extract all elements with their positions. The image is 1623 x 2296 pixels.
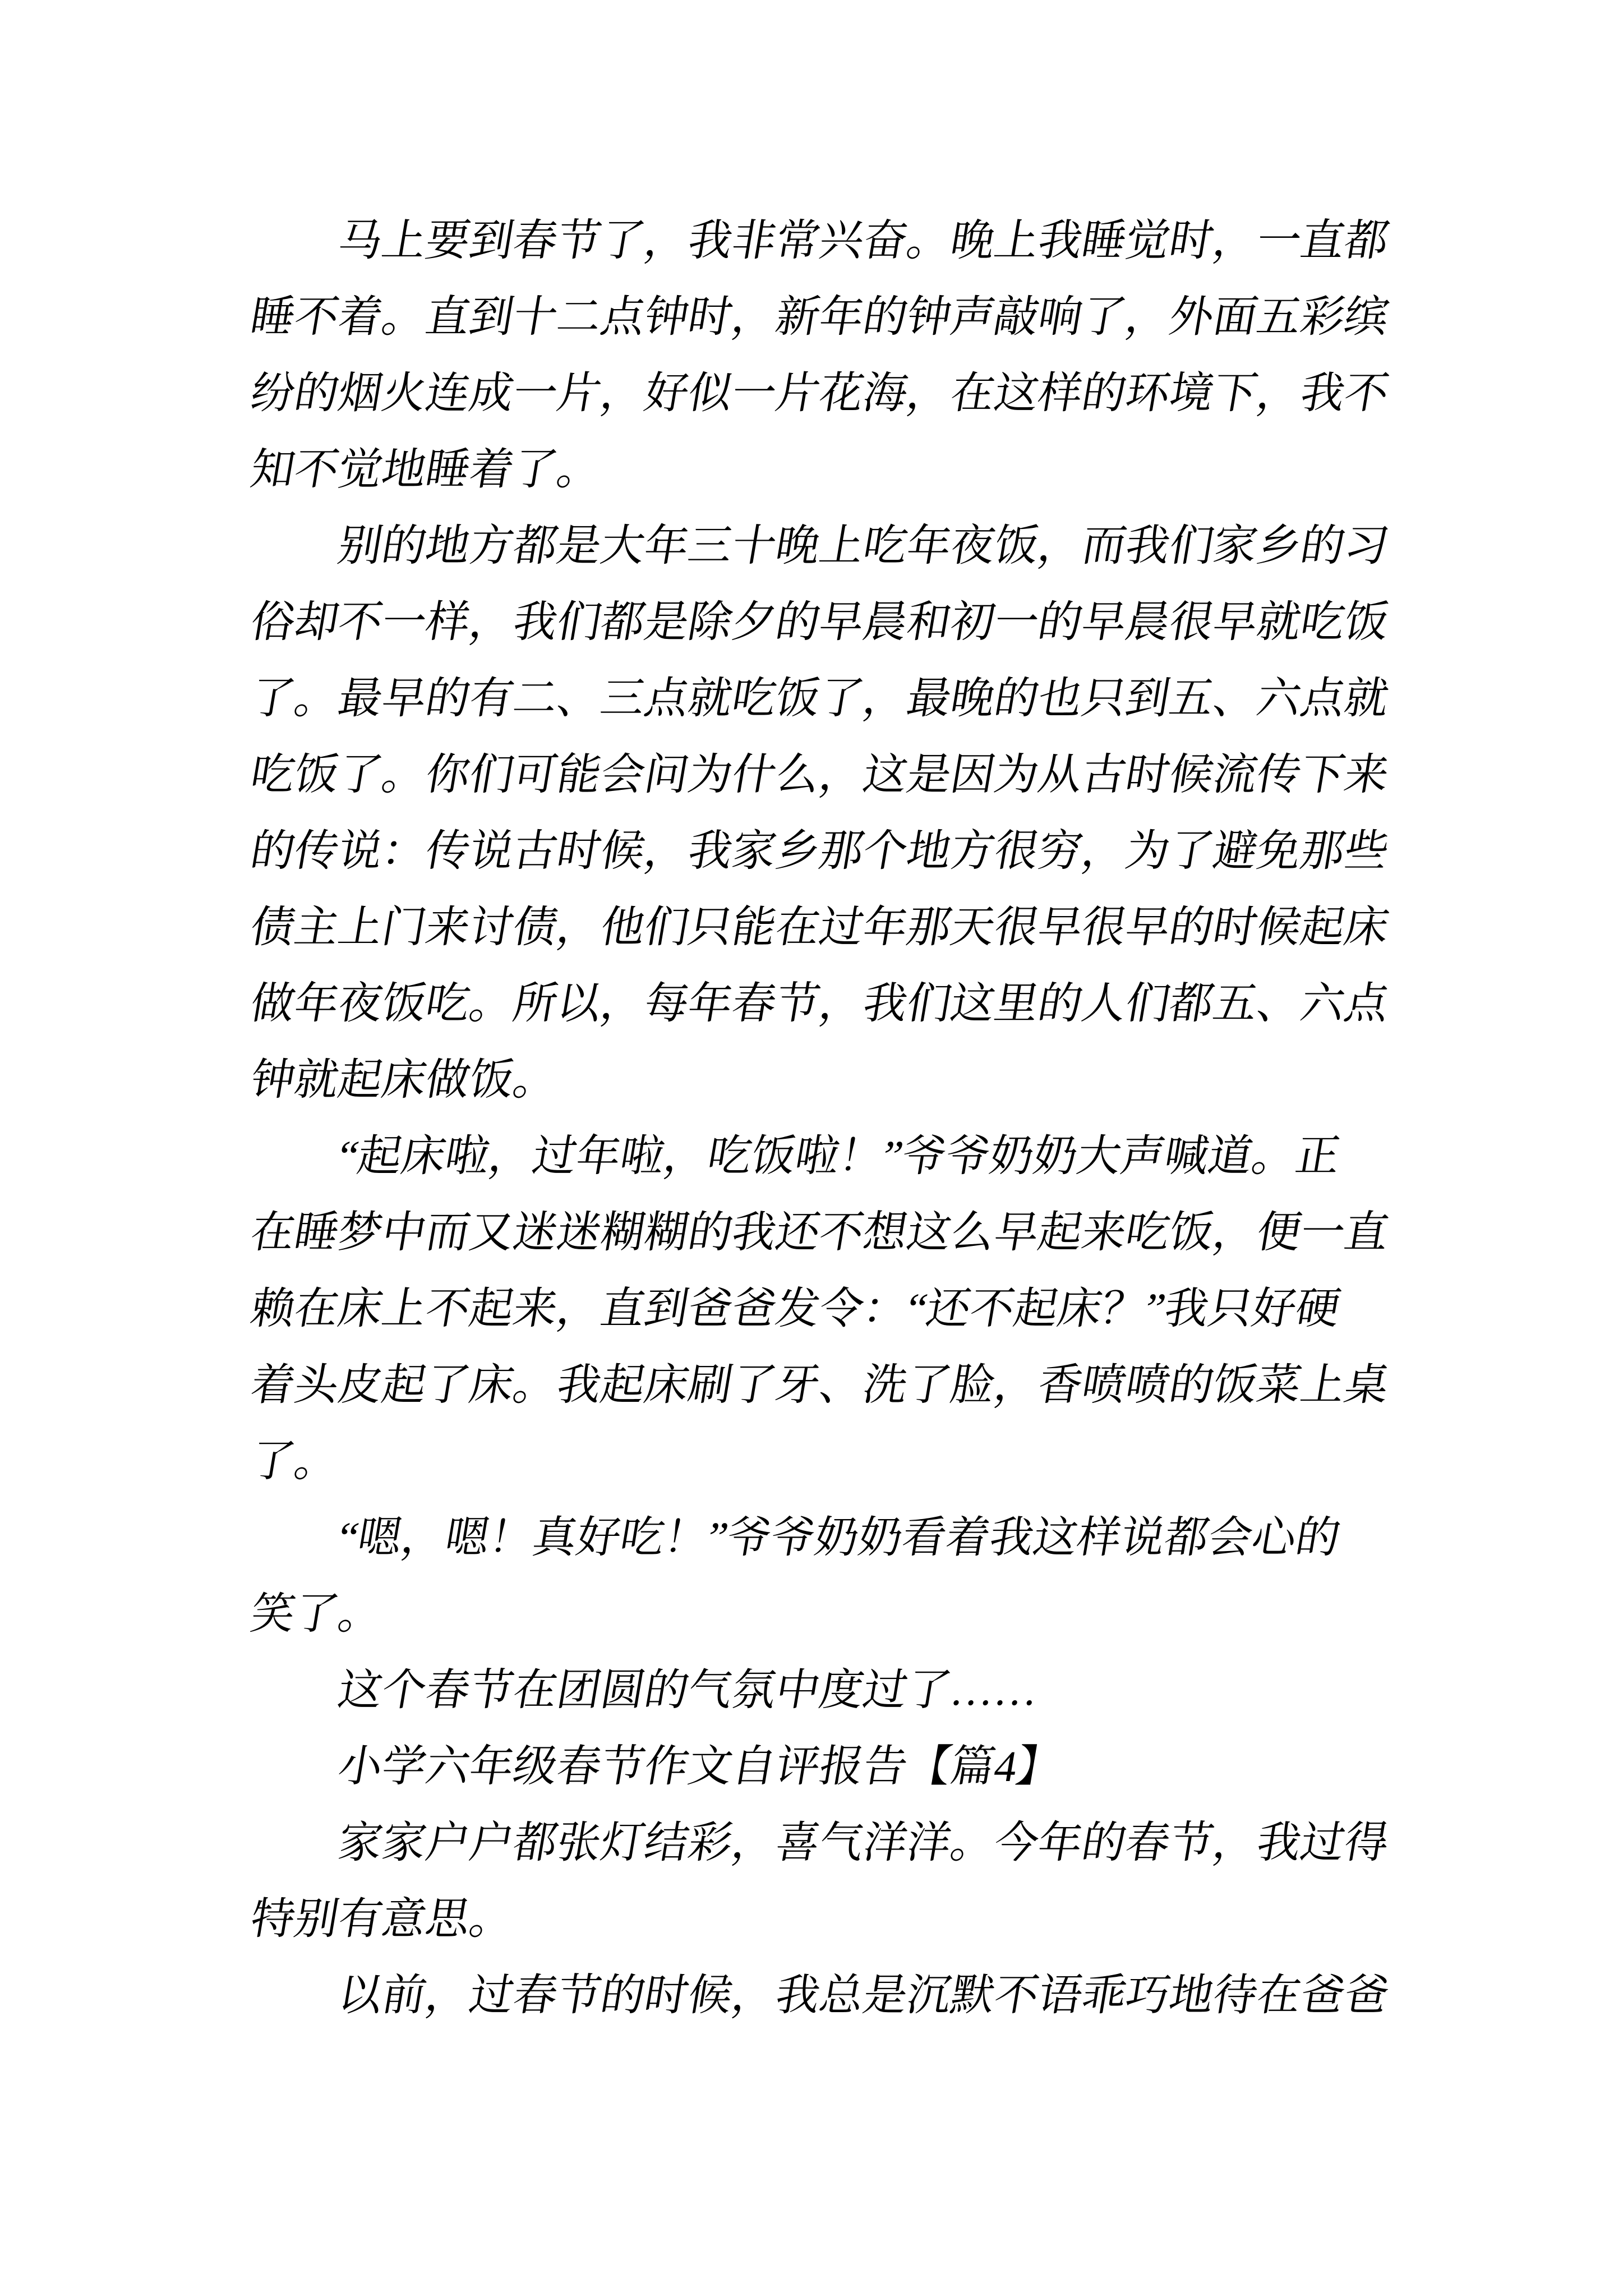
text-line-content: “起床啦，过年啦，吃饭啦！”爷爷奶奶大声喊道。正 (334, 1131, 1344, 1180)
text-line (247, 1194, 1442, 1271)
section-title-content: 小学六年级春节作文自评报告【篇4】 (334, 1742, 1065, 1791)
text-line-content: 以前，过春节的时候，我总是沉默不语乖巧地待在爸爸 (334, 1971, 1393, 2019)
text-line (247, 737, 1442, 813)
text-line (247, 584, 1442, 660)
text-line (247, 203, 1442, 279)
text-line (247, 279, 1442, 355)
document-body (247, 203, 1442, 2033)
text-line-content: 这个春节在团圆的气氛中度过了…… (334, 1665, 1043, 1714)
text-line (247, 1271, 1442, 1347)
text-line-content: 着头皮起了床。我起床刷了牙、洗了脸，香喷喷的饭菜上桌 (247, 1360, 1393, 1409)
text-line-content: 赖在床上不起来，直到爸爸发令：“还不起床？”我只好硬 (247, 1284, 1344, 1333)
section-title-line (247, 1728, 1442, 1805)
text-line-content: 在睡梦中而又迷迷糊糊的我还不想这么早起来吃饭，便一直 (247, 1208, 1393, 1257)
text-line (247, 1652, 1442, 1728)
text-line (247, 431, 1442, 508)
text-line (247, 1423, 1442, 1499)
text-line-content: 纷的烟火连成一片，好似一片花海，在这样的环境下，我不 (247, 369, 1393, 417)
text-line (247, 1576, 1442, 1652)
text-line (247, 508, 1442, 584)
text-line-content: 的传说：传说古时候，我家乡那个地方很穷，为了避免那些 (247, 826, 1393, 875)
text-line (247, 1042, 1442, 1118)
text-line-content: 吃饭了。你们可能会问为什么，这是因为从古时候流传下来 (247, 750, 1393, 799)
text-line (247, 1118, 1442, 1194)
text-line-content: “嗯，嗯！真好吃！”爷爷奶奶看着我这样说都会心的 (334, 1513, 1344, 1562)
text-line (247, 1881, 1442, 1957)
text-line (247, 1499, 1442, 1576)
text-line-content: 俗却不一样，我们都是除夕的早晨和初一的早晨很早就吃饭 (247, 597, 1393, 646)
text-line (247, 965, 1442, 1042)
text-line-content: 了。最早的有二、三点就吃饭了，最晚的也只到五、六点就 (247, 674, 1393, 723)
text-line-content: 知不觉地睡着了。 (247, 445, 606, 494)
text-line (247, 813, 1442, 889)
text-line (247, 1805, 1442, 1881)
text-line (247, 1957, 1442, 2033)
text-line-content: 做年夜饭吃。所以，每年春节，我们这里的人们都五、六点 (247, 979, 1393, 1028)
text-line-content: 钟就起床做饭。 (247, 1055, 562, 1104)
text-line-content: 债主上门来讨债，他们只能在过年那天很早很早的时候起床 (247, 903, 1393, 951)
text-line (247, 355, 1442, 431)
text-line (247, 889, 1442, 965)
text-line-content: 家家户户都张灯结彩，喜气洋洋。今年的春节，我过得 (334, 1818, 1393, 1867)
text-line-content: 笑了。 (247, 1589, 387, 1638)
text-line-content: 了。 (247, 1437, 343, 1485)
text-line-content: 别的地方都是大年三十晚上吃年夜饭，而我们家乡的习 (334, 521, 1393, 570)
text-line-content: 睡不着。直到十二点钟时，新年的钟声敲响了，外面五彩缤 (247, 292, 1393, 341)
text-line (247, 660, 1442, 737)
text-line-content: 特别有意思。 (247, 1894, 518, 1943)
text-line (247, 1347, 1442, 1423)
text-line-content: 马上要到春节了，我非常兴奋。晚上我睡觉时，一直都 (334, 216, 1393, 265)
